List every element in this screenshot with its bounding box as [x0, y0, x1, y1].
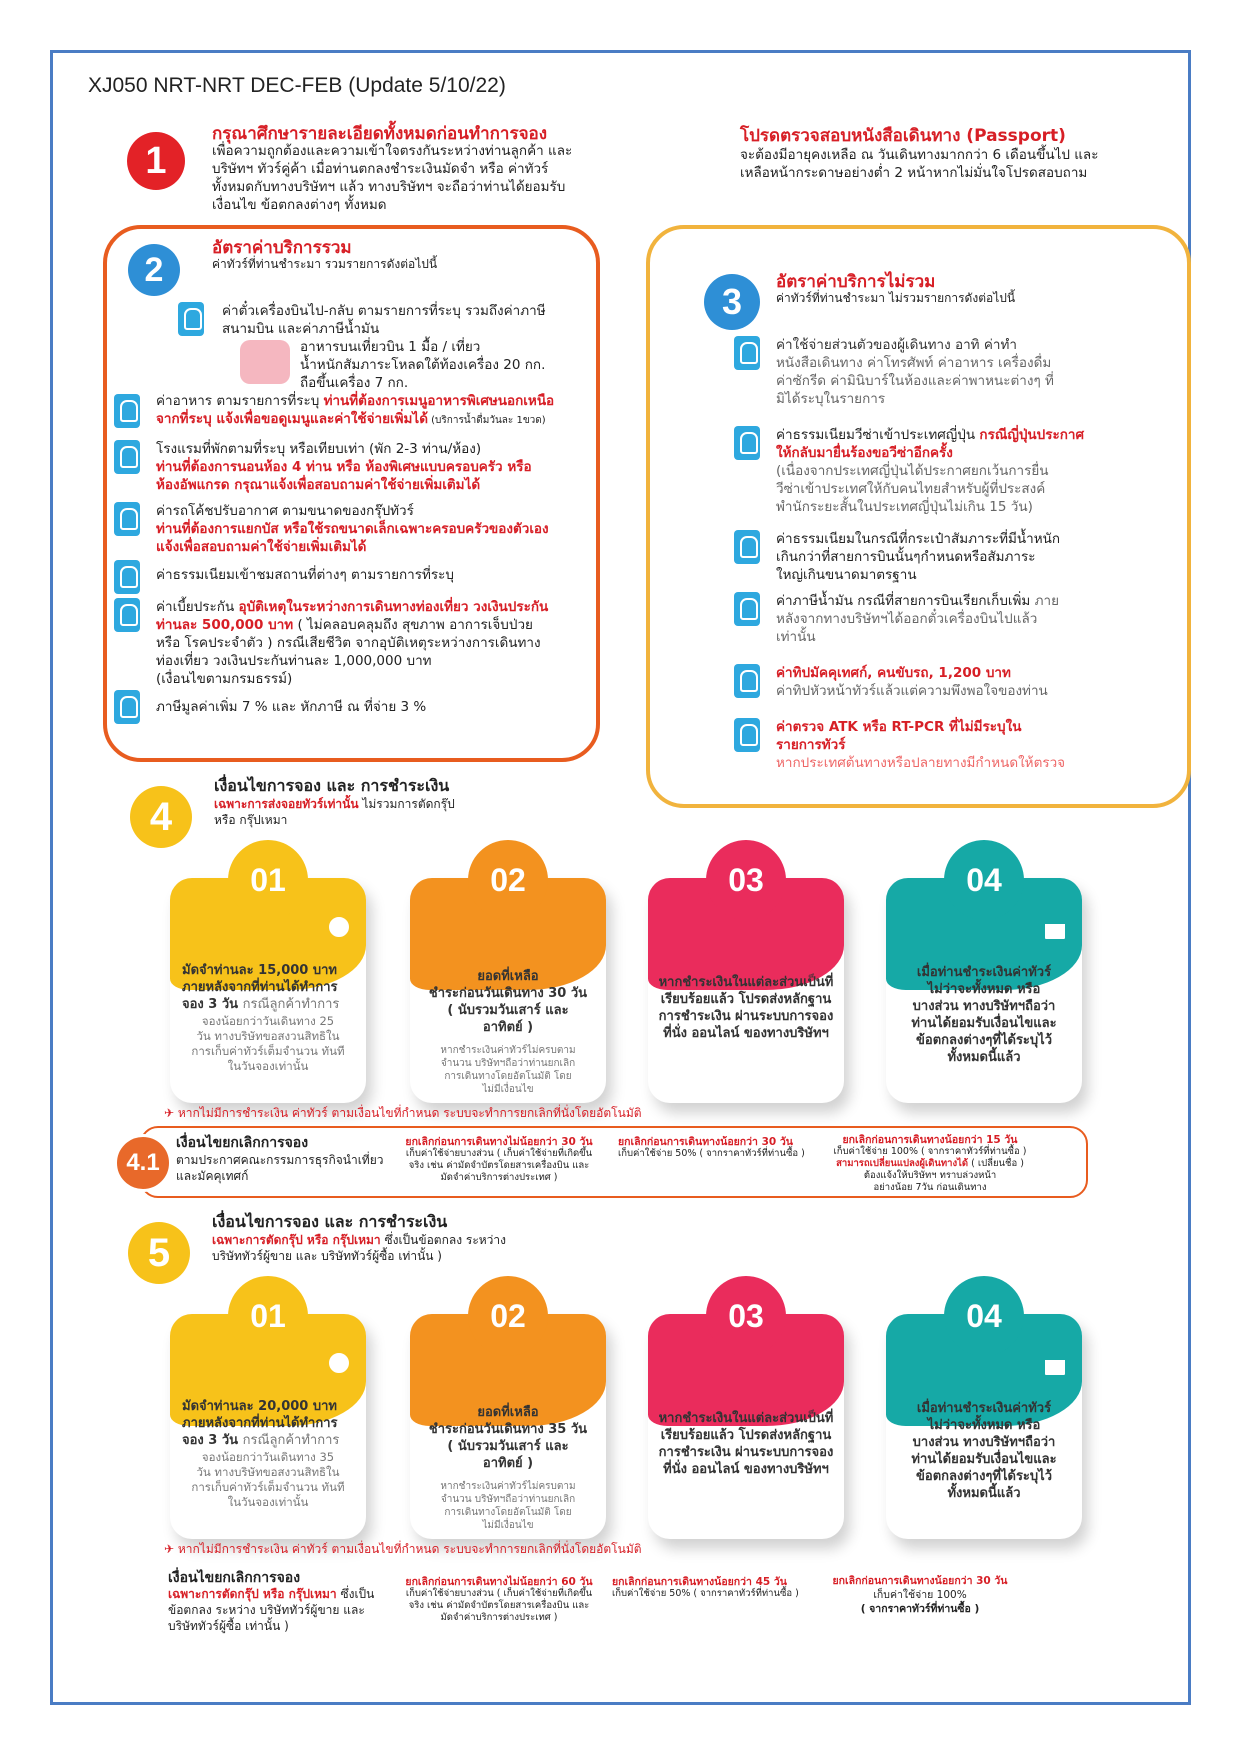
personal-expense-icon	[734, 336, 760, 370]
passport-heading: โปรดตรวจสอบหนังสือเดินทาง (Passport)	[740, 126, 1066, 146]
cancel-4-1-col-2: ยกเลิกก่อนการเดินทางน้อยกว่า 30 วัน เก็บค่าใช้จ่าย 50% ( จากราคาทัวร์ที่ท่านซื้อ )	[618, 1136, 805, 1159]
visa-icon	[734, 426, 760, 460]
section-4-subtitle: เฉพาะการส่งจอยทัวร์เท่านั้น ไม่รวมการตัดกรุ๊ป หรือ กรุ๊ปเหมา	[214, 797, 455, 827]
food-icon	[114, 394, 140, 428]
included-flight: ค่าตั๋วเครื่องบินไป-กลับ ตามรายการที่ระบุ รวมถึงค่าภาษี สนามบิน และค่าภาษีน้ำมัน	[222, 303, 546, 337]
booking-card-03: 03 หากชำระเงินในแต่ละส่วนเป็นที่ เรียบร้อยแล้ว โปรดส่งหลักฐาน การชำระเงิน ผ่านระบบการจอง ที่นั่ง ออนไลน์ ของทางบริษัทฯ	[648, 878, 844, 1103]
airplane-icon: ✈	[164, 1106, 175, 1120]
section-4-1-badge: 4.1	[114, 1134, 172, 1192]
card-number: 04	[944, 840, 1024, 920]
included-insurance: ค่าเบี้ยประกัน อุบัติเหตุในระหว่างการเดินทางท่องเที่ยว วงเงินประกัน ท่านละ 500,000 บาท ( ไม่คลอบคลุมถึง สุขภาพ อาการเจ็บป่วย หรือ โรคประจำตัว ) กรณีเสียชีวิต จากอุบัติเหตุระหว่างการเดินทาง ท่องเที่ยว วงเงินประกันท่านละ 1,000,000 บาท (เงื่อนไขตามกรมธรรม์)	[156, 599, 549, 687]
cancel-4-1-col-1: ยกเลิกก่อนการเดินทางไม่น้อยกว่า 30 วัน เก็บค่าใช้จ่ายบางส่วน ( เก็บค่าใช้จ่ายที่เกิดขึ้น จริง เช่น ค่ามัดจำบัตรโดยสารเครื่องบิน และ มัดจำค่าบริการต่างประเทศ )	[405, 1136, 593, 1183]
passport-text: จะต้องมีอายุคงเหลือ ณ วันเดินทางมากกว่า 6 เดือนขึ้นไป และ เหลือหน้ากระดาษอย่างต่ำ 2 หน้าหากไม่มั่นใจโปรดสอบถาม	[740, 147, 1099, 181]
excluded-fuel-surcharge: ค่าภาษีน้ำมัน กรณีที่สายการบินเรียกเก็บเพิ่ม ภาย หลังจากทางบริษัทฯได้ออกตั๋วเครื่องบินไปแล้ว เท่านั้น	[776, 593, 1060, 645]
section-3-heading: อัตราค่าบริการไม่รวม	[776, 272, 936, 292]
card-number: 01	[228, 1276, 308, 1356]
section-4-1-heading: เงื่อนไขยกเลิกการจอง	[176, 1135, 309, 1151]
cancel-4-1-col-3: ยกเลิกก่อนการเดินทางน้อยกว่า 15 วัน เก็บค่าใช้จ่าย 100% ( จากราคาทัวร์ที่ท่านซื้อ ) สามารถเปลี่ยนแปลงผู้เดินทางได้ ( เปลี่ยนชื่อ ) ต้องแจ้งให้บริษัทฯ ทราบล่วงหน้า อย่างน้อย 7วัน ก่อนเดินทาง	[833, 1134, 1027, 1193]
group-booking-card-01: 01 มัดจำท่านละ 20,000 บาท ภายหลังจากที่ท่านได้ทำการ จอง 3 วัน กรณีลูกค้าทำการ จองน้อยกว่าวันเดินทาง 35 วัน ทางบริษัทขอสงวนสิทธิใน การเก็บค่าทัวร์เต็มจำนวน ทันที ในวันจองเท่านั้น	[170, 1314, 366, 1539]
section-3-subtitle: ค่าทัวร์ที่ท่านชำระมา ไม่รวมรายการดังต่อไปนี้	[776, 291, 1016, 305]
user-icon	[326, 914, 352, 940]
card-number: 03	[706, 1276, 786, 1356]
covid-test-icon	[734, 718, 760, 752]
included-food: ค่าอาหาร ตามรายการที่ระบุ ท่านที่ต้องการเมนูอาหารพิเศษนอกเหนือ จากที่ระบุ แจ้งเพื่อขอดูเมนูและค่าใช้จ่ายเพิ่มได้ (บริการน้ำดื่มวันละ 1ขวด)	[156, 393, 555, 427]
section-5-cancel-info: เงื่อนไขยกเลิกการจอง เฉพาะการตัดกรุ๊ป หรือ กรุ๊ปเหมา ซึ่งเป็น ข้อตกลง ระหว่าง บริษัททัวร์ผู้ขาย และ บริษัททัวร์ผู้ซื้อ เท่านั้น )	[168, 1570, 375, 1633]
booking-card-02: 02 ยอดที่เหลือ ชำระก่อนวันเดินทาง 30 วัน ( นับรวมวันเสาร์ และ อาทิตย์ ) หากชำระเงินค่าทัวร์ไม่ครบตาม จำนวน บริษัทฯถือว่าท่านยกเลิก การเดินทางโดยอัตโนมัติ โดย ไม่มีเงื่อนไข	[410, 878, 606, 1103]
section-3-badge: 3	[704, 274, 760, 330]
excluded-visa: ค่าธรรมเนียมวีซ่าเข้าประเทศญี่ปุ่น กรณีญี่ปุ่นประกาศ ให้กลับมายื่นร้องขอวีซ่าอีกครั้ง (เนื่องจากประเทศญี่ปุ่นได้ประกาศยกเว้นการยื่น วีซ่าเข้าประเทศให้กับคนไทยสำหรับผู้ที่ประสงค์ พำนักระยะสั้นในประเทศญี่ปุ่นไม่เกิน 15 วัน)	[776, 427, 1085, 515]
section-5-warning: ✈ หากไม่มีการชำระเงิน ค่าทัวร์ ตามเงื่อนไขที่กำหนด ระบบจะทำการยกเลิกที่นั่งโดยอัตโนมัติ	[164, 1542, 642, 1556]
card-number: 01	[228, 840, 308, 920]
flight-icon	[178, 302, 204, 336]
document-title: XJ050 NRT-NRT DEC-FEB (Update 5/10/22)	[88, 74, 506, 97]
user-icon	[326, 1350, 352, 1376]
section-2-subtitle: ค่าทัวร์ที่ท่านชำระมา รวมรายการดังต่อไปนี้	[212, 257, 438, 271]
section-1-badge: 1	[127, 132, 185, 190]
section-5-subtitle: เฉพาะการตัดกรุ๊ป หรือ กรุ๊ปเหมา ซึ่งเป็นข้อตกลง ระหว่าง บริษัททัวร์ผู้ขาย และ บริษัททัวร์ผู้ซื้อ เท่านั้น )	[212, 1233, 507, 1263]
section-4-badge: 4	[130, 786, 192, 848]
booking-card-04: 04 เมื่อท่านชำระเงินค่าทัวร์ ไม่ว่าจะทั้งหมด หรือ บางส่วน ทางบริษัทฯถือว่า ท่านได้ยอมรับเงื่อนไขและ ข้อตกลงต่างๆที่ได้ระบุไว้ ทั้งหมดนี้แล้ว	[886, 878, 1082, 1103]
coach-icon	[114, 502, 140, 536]
group-booking-card-03: 03 หากชำระเงินในแต่ละส่วนเป็นที่ เรียบร้อยแล้ว โปรดส่งหลักฐาน การชำระเงิน ผ่านระบบการจอง ที่นั่ง ออนไลน์ ของทางบริษัทฯ	[648, 1314, 844, 1539]
cancel-5-col-1: ยกเลิกก่อนการเดินทางไม่น้อยกว่า 60 วัน เก็บค่าใช้จ่ายบางส่วน ( เก็บค่าใช้จ่ายที่เกิดขึ้น จริง เช่น ค่ามัดจำบัตรโดยสารเครื่องบิน และ มัดจำค่าบริการต่างประเทศ )	[405, 1576, 593, 1623]
hotel-icon	[114, 440, 140, 474]
section-2-heading: อัตราค่าบริการรวม	[212, 238, 352, 258]
included-hotel: โรงแรมที่พักตามที่ระบุ หรือเทียบเท่า (พัก 2-3 ท่าน/ห้อง) ท่านที่ต้องการนอนห้อง 4 ท่าน หรือ ห้องพิเศษแบบครอบครัว หรือ ห้องอัพแกรด กรุณาแจ้งเพื่อสอบถามค่าใช้จ่ายเพิ่มเติมได้	[156, 441, 532, 493]
ticket-icon	[114, 560, 140, 594]
meal-icon	[240, 340, 290, 384]
excluded-tips: ค่าทิปมัคคุเทศก์, คนขับรถ, 1,200 บาท ค่าทิปหัวหน้าทัวร์แล้วแต่ความพึงพอใจของท่าน	[776, 665, 1048, 699]
luggage-icon	[734, 530, 760, 564]
card-number: 04	[944, 1276, 1024, 1356]
tax-icon	[114, 690, 140, 724]
section-4-heading: เงื่อนไขการจอง และ การชำระเงิน	[214, 776, 450, 795]
insurance-icon	[114, 598, 140, 632]
excluded-covid-test: ค่าตรวจ ATK หรือ RT-PCR ที่ไม่มีระบุใน รายการทัวร์ หากประเทศต้นทางหรือปลายทางมีกำหนดให้ตรวจ	[776, 719, 1066, 771]
cancel-5-col-3: ยกเลิกก่อนการเดินทางน้อยกว่า 30 วัน เก็บค่าใช้จ่าย 100% ( จากราคาทัวร์ที่ท่านซื้อ )	[832, 1575, 1008, 1615]
included-meal-baggage: อาหารบนเที่ยวบิน 1 มื้อ / เที่ยว น้ำหนักสัมภาระโหลดใต้ท้องเครื่อง 20 กก. ถือขึ้นเครื่อง 7 กก.	[300, 339, 546, 391]
included-entry: ค่าธรรมเนียมเข้าชมสถานที่ต่างๆ ตามรายการที่ระบุ	[156, 567, 454, 583]
cart-icon	[1042, 924, 1068, 942]
section-2-badge: 2	[128, 244, 180, 296]
airplane-icon: ✈	[164, 1542, 175, 1556]
group-booking-card-02: 02 ยอดที่เหลือ ชำระก่อนวันเดินทาง 35 วัน ( นับรวมวันเสาร์ และ อาทิตย์ ) หากชำระเงินค่าทัวร์ไม่ครบตาม จำนวน บริษัทฯถือว่าท่านยกเลิก การเดินทางโดยอัตโนมัติ โดย ไม่มีเงื่อนไข	[410, 1314, 606, 1539]
fuel-icon	[734, 592, 760, 626]
group-booking-card-04: 04 เมื่อท่านชำระเงินค่าทัวร์ ไม่ว่าจะทั้งหมด หรือ บางส่วน ทางบริษัทฯถือว่า ท่านได้ยอมรับเงื่อนไขและ ข้อตกลงต่างๆที่ได้ระบุไว้ ทั้งหมดนี้แล้ว	[886, 1314, 1082, 1539]
section-5-badge: 5	[128, 1222, 190, 1284]
excluded-personal: ค่าใช้จ่ายส่วนตัวของผู้เดินทาง อาทิ ค่าทำ หนังสือเดินทาง ค่าโทรศัพท์ ค่าอาหาร เครื่องดื่ม ค่าซักรีด ค่ามินิบาร์ในห้องและค่าพาหนะต่างๆ ที่ มิได้ระบุในรายการ	[776, 337, 1054, 407]
section-4-warning: ✈ หากไม่มีการชำระเงิน ค่าทัวร์ ตามเงื่อนไขที่กำหนด ระบบจะทำการยกเลิกที่นั่งโดยอัตโนมัติ	[164, 1106, 642, 1120]
included-coach: ค่ารถโค้ชปรับอากาศ ตามขนาดของกรุ๊ปทัวร์ ท่านที่ต้องการแยกบัส หรือใช้รถขนาดเล็กเฉพาะครอบครัวของตัวเอง แจ้งเพื่อสอบถามค่าใช้จ่ายเพิ่มเติมได้	[156, 503, 549, 555]
section-5-heading: เงื่อนไขการจอง และ การชำระเงิน	[212, 1212, 448, 1231]
section-1-text: เพื่อความถูกต้องและความเข้าใจตรงกันระหว่างท่านลูกค้า และ บริษัทฯ ทัวร์คู่ค้า เมื่อท่านตกลงชำระเงินมัดจำ หรือ ค่าทัวร์ ทั้งหมดกับทางบริษัทฯ แล้ว ทางบริษัทฯ จะถือว่าท่านได้ยอมรับ เงื่อนไข ข้อตกลงต่างๆ ทั้งหมด	[212, 143, 573, 213]
card-number: 03	[706, 840, 786, 920]
card-number: 02	[468, 840, 548, 920]
tip-icon	[734, 664, 760, 698]
excluded-excess-baggage: ค่าธรรมเนียมในกรณีที่กระเป๋าสัมภาระที่มีน้ำหนัก เกินกว่าที่สายการบินนั้นๆกำหนดหรือสัมภาระ ใหญ่เกินขนาดมาตรฐาน	[776, 531, 1061, 583]
cancel-5-col-2: ยกเลิกก่อนการเดินทางน้อยกว่า 45 วัน เก็บค่าใช้จ่าย 50% ( จากราคาทัวร์ที่ท่านซื้อ )	[612, 1576, 799, 1599]
included-vat: ภาษีมูลค่าเพิ่ม 7 % และ หักภาษี ณ ที่จ่าย 3 %	[156, 699, 427, 715]
section-1-heading: กรุณาศึกษารายละเอียดทั้งหมดก่อนทำการจอง	[212, 124, 548, 144]
card-number: 02	[468, 1276, 548, 1356]
cart-icon	[1042, 1360, 1068, 1378]
section-4-1-subtitle: ตามประกาศคณะกรรมการธุรกิจนำเที่ยว และมัคคุเทศก์	[176, 1153, 384, 1183]
booking-card-01: 01 มัดจำท่านละ 15,000 บาท ภายหลังจากที่ท่านได้ทำการ จอง 3 วัน กรณีลูกค้าทำการ จองน้อยกว่าวันเดินทาง 25 วัน ทางบริษัทขอสงวนสิทธิใน การเก็บค่าทัวร์เต็มจำนวน ทันที ในวันจองเท่านั้น	[170, 878, 366, 1103]
